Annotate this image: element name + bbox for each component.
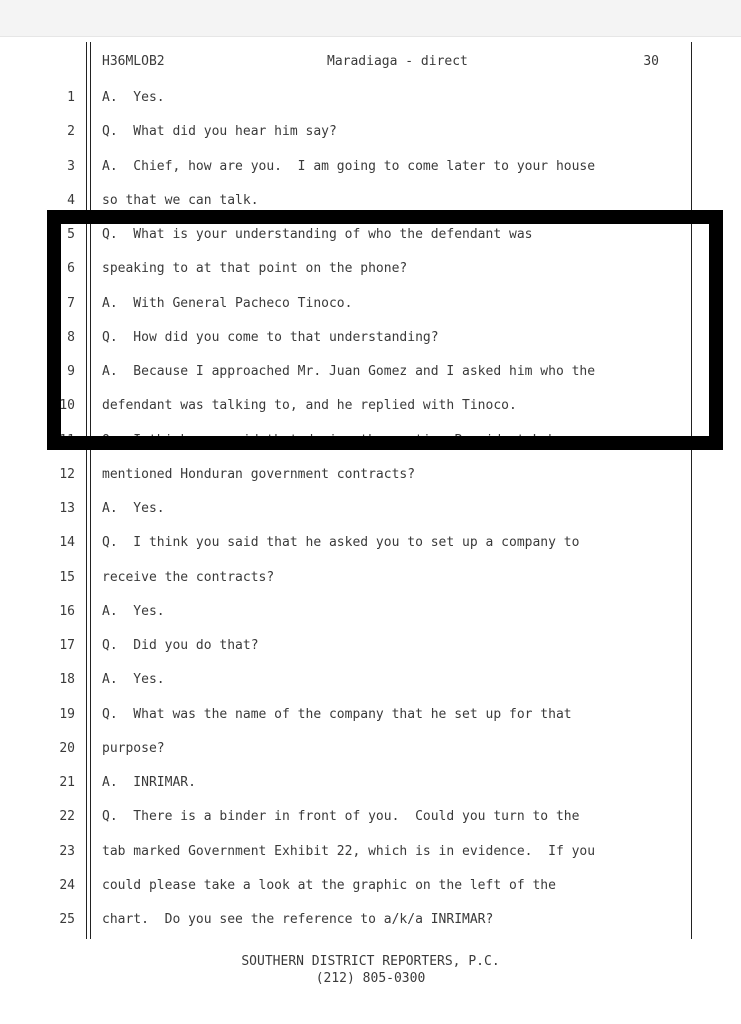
line-number: 20 xyxy=(59,740,75,756)
transcript-id: H36MLOB2 xyxy=(102,54,165,69)
line-text: defendant was talking to, and he replied with Tinoco. xyxy=(102,398,517,414)
line-number: 23 xyxy=(59,843,75,859)
line-text: mentioned Honduran government contracts? xyxy=(102,466,416,482)
line-number: 25 xyxy=(59,912,75,927)
line-number: 2 xyxy=(67,124,75,140)
line-number: 19 xyxy=(59,706,75,722)
line-number: 16 xyxy=(59,603,75,619)
transcript-line xyxy=(0,842,741,876)
transcript-line xyxy=(0,807,741,841)
page-number: 30 xyxy=(643,54,659,69)
line-text: Q. What did you hear him say? xyxy=(102,124,337,140)
line-text: Q. What is your understanding of who the defendant was xyxy=(102,227,533,242)
transcript-line xyxy=(0,602,741,636)
line-number: 13 xyxy=(59,501,75,516)
line-text: purpose? xyxy=(102,740,165,756)
line-text: chart. Do you see the reference to a/k/a INRIMAR? xyxy=(102,912,494,927)
transcript-line xyxy=(0,876,741,910)
top-margin-strip xyxy=(0,0,741,37)
line-number: 22 xyxy=(59,809,75,825)
line-number: 17 xyxy=(59,638,75,653)
line-text: receive the contracts? xyxy=(102,569,275,585)
line-number: 11 xyxy=(59,432,75,448)
line-number: 18 xyxy=(59,672,75,688)
line-text: so that we can talk. xyxy=(102,192,259,208)
line-text: A. Yes. xyxy=(102,90,165,105)
line-number: 3 xyxy=(67,158,75,174)
transcript-line xyxy=(0,568,741,602)
highlight-box xyxy=(47,210,723,450)
line-text: A. Chief, how are you. I am going to come later to your house xyxy=(102,158,596,174)
transcript-line xyxy=(0,636,741,670)
line-text: A. INRIMAR. xyxy=(102,775,196,790)
line-text: Q. How did you come to that understanding? xyxy=(102,329,439,345)
line-text: A. Yes. xyxy=(102,603,165,619)
line-text: Q. Did you do that? xyxy=(102,638,259,653)
footer-reporter-name: SOUTHERN DISTRICT REPORTERS, P.C. xyxy=(241,954,500,969)
transcript-line xyxy=(0,705,741,739)
transcript-line xyxy=(0,910,741,944)
line-number: 21 xyxy=(59,775,75,790)
line-number: 10 xyxy=(59,398,75,414)
line-number: 8 xyxy=(67,329,75,345)
line-number: 6 xyxy=(67,261,75,277)
transcript-line xyxy=(0,465,741,499)
transcript-line xyxy=(0,739,741,773)
line-text: speaking to at that point on the phone? xyxy=(102,261,408,277)
transcript-line xyxy=(0,533,741,567)
transcript-line xyxy=(0,670,741,704)
line-text: A. Yes. xyxy=(102,672,165,688)
transcript-footer xyxy=(0,953,741,987)
transcript-line xyxy=(0,122,741,156)
line-text: tab marked Government Exhibit 22, which is in evidence. If you xyxy=(102,843,596,859)
transcript-line xyxy=(0,773,741,807)
transcript-line xyxy=(0,499,741,533)
line-number: 12 xyxy=(59,466,75,482)
transcript-line xyxy=(0,157,741,191)
transcript-header xyxy=(0,52,741,72)
line-text: A. Yes. xyxy=(102,501,165,516)
line-number: 5 xyxy=(67,227,75,242)
line-number: 9 xyxy=(67,364,75,379)
line-text: Q. I think you said that he asked you to set up a company to xyxy=(102,535,580,551)
line-text: A. Because I approached Mr. Juan Gomez and I asked him who the xyxy=(102,364,596,379)
line-text: Q. I think you said that during the meeting President Lobo xyxy=(102,432,564,448)
line-number: 15 xyxy=(59,569,75,585)
transcript-line xyxy=(0,88,741,122)
line-text: Q. There is a binder in front of you. Could you turn to the xyxy=(102,809,580,825)
line-number: 7 xyxy=(67,295,75,311)
line-text: A. With General Pacheco Tinoco. xyxy=(102,295,353,311)
line-number: 24 xyxy=(59,877,75,893)
line-number: 4 xyxy=(67,192,75,208)
line-number: 1 xyxy=(67,90,75,105)
line-text: could please take a look at the graphic on the left of the xyxy=(102,877,556,893)
line-text: Q. What was the name of the company that he set up for that xyxy=(102,706,572,722)
footer-phone: (212) 805-0300 xyxy=(315,971,426,986)
line-number: 14 xyxy=(59,535,75,551)
transcript-title: Maradiaga - direct xyxy=(327,54,468,69)
